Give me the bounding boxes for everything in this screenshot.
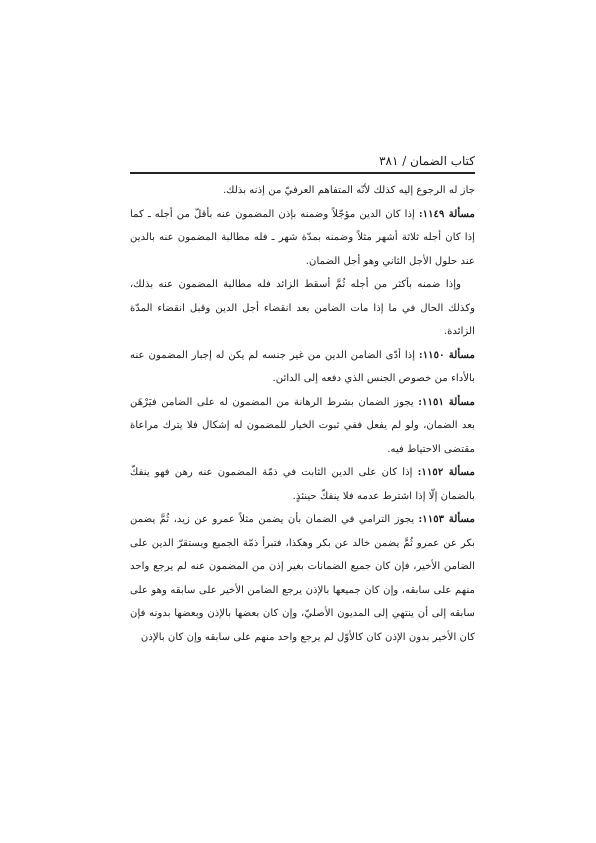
masala-label: مسألة ١١٤٩: xyxy=(418,207,475,220)
paragraph-text: وإذا ضمنه بأكثر من أجله ثُمَّ أسقط الزائد فله مطالبة المضمون عنه بذلك، وكذلك الحال في ما إذا مات الضامن بعد انقضاء أجل الدين وقبل انقضاء المدّة الزائدة. xyxy=(130,279,475,337)
header-rule xyxy=(130,172,475,174)
paragraph-text: إذا أدّى الضامن الدين من غير جنسه لم يكن له إجبار المضمون عنه بالأداء من خصوص الجنس الذي دفعه إلى الدائن. xyxy=(130,349,475,384)
paragraph-masala-1149 xyxy=(130,203,475,274)
masala-label: مسألة ١١٥٣: xyxy=(418,513,476,525)
masala-label: مسألة ١١٥٠: xyxy=(418,348,475,361)
running-header xyxy=(130,152,475,170)
paragraph-masala-1151 xyxy=(130,391,475,462)
paragraph-text: إذا كان الدين مؤجّلاً وضمنه بإذن المضمون عنه بأقلّ من أجله ـ كما إذا كان أجله ثلاثة أشهر مثلاً وضمنه بمدّة شهر ـ فله مطالبة المضمون عنه بالدين عند حلول الأجل الثاني وهو أجل الضمان. xyxy=(130,208,475,267)
paragraph-text: جاز له الرجوع إليه كذلك لأنّه المتفاهم العرفيّ من إذنه بذلك. xyxy=(222,185,475,196)
paragraph-text: يجوز الضمان بشرط الرهانة من المضمون له على الضامن فيَرْهَن بعد الضمان، ولو لم يفعل ففي ثبوت الخيار للمضمون له إشكال فلا يترك مراعاة مقتضى الاحتياط فيه. xyxy=(130,396,475,455)
paragraph-text: يجوز الترامي في الضمان بأن يضمن مثلاً عمرو عن زيد، ثُمَّ يضمن بكر عن عمرو ثُمَّ يضمن خالد عن بكر وهكذا، فتبرأ ذمّة الجميع ويستقرّ الدين على الضامن الأخير، فإن كان جميع الضمانات بغير إذن من المضمون عنه لم يرجع واحد منهم على سابقه، وإن كان جميعها بالإذن يرجع الضامن الأخير على سابقه وهو على سابقه إلى أن ينتهي إلى المديون الأصليّ، وإن كان بعضها بالإذن وبعضها بدونه فإن كان الأخير بدون الإذن كان كالأوّل لم يرجع واحد منهم على سابقه وإن كان بالإذن xyxy=(130,514,475,643)
paragraph-3 xyxy=(130,273,475,344)
paragraph-masala-1150 xyxy=(130,344,475,391)
paragraph-text: إذا كان على الدين الثابت في ذمّة المضمون عنه رهن فهو ينفكّ بالضمان إلّا إذا اشترط عدمه فلا ينفكّ حينئذٍ. xyxy=(130,467,475,502)
paragraph-masala-1152 xyxy=(130,461,475,508)
masala-label: مسألة ١١٥١: xyxy=(418,395,475,408)
paragraph-masala-1153 xyxy=(130,508,475,649)
body-text xyxy=(130,179,475,649)
paragraph-1 xyxy=(130,179,475,203)
masala-label: مسألة ١١٥٢: xyxy=(417,466,476,478)
header-title: كتاب الضمان / ٣٨١ xyxy=(379,154,475,168)
